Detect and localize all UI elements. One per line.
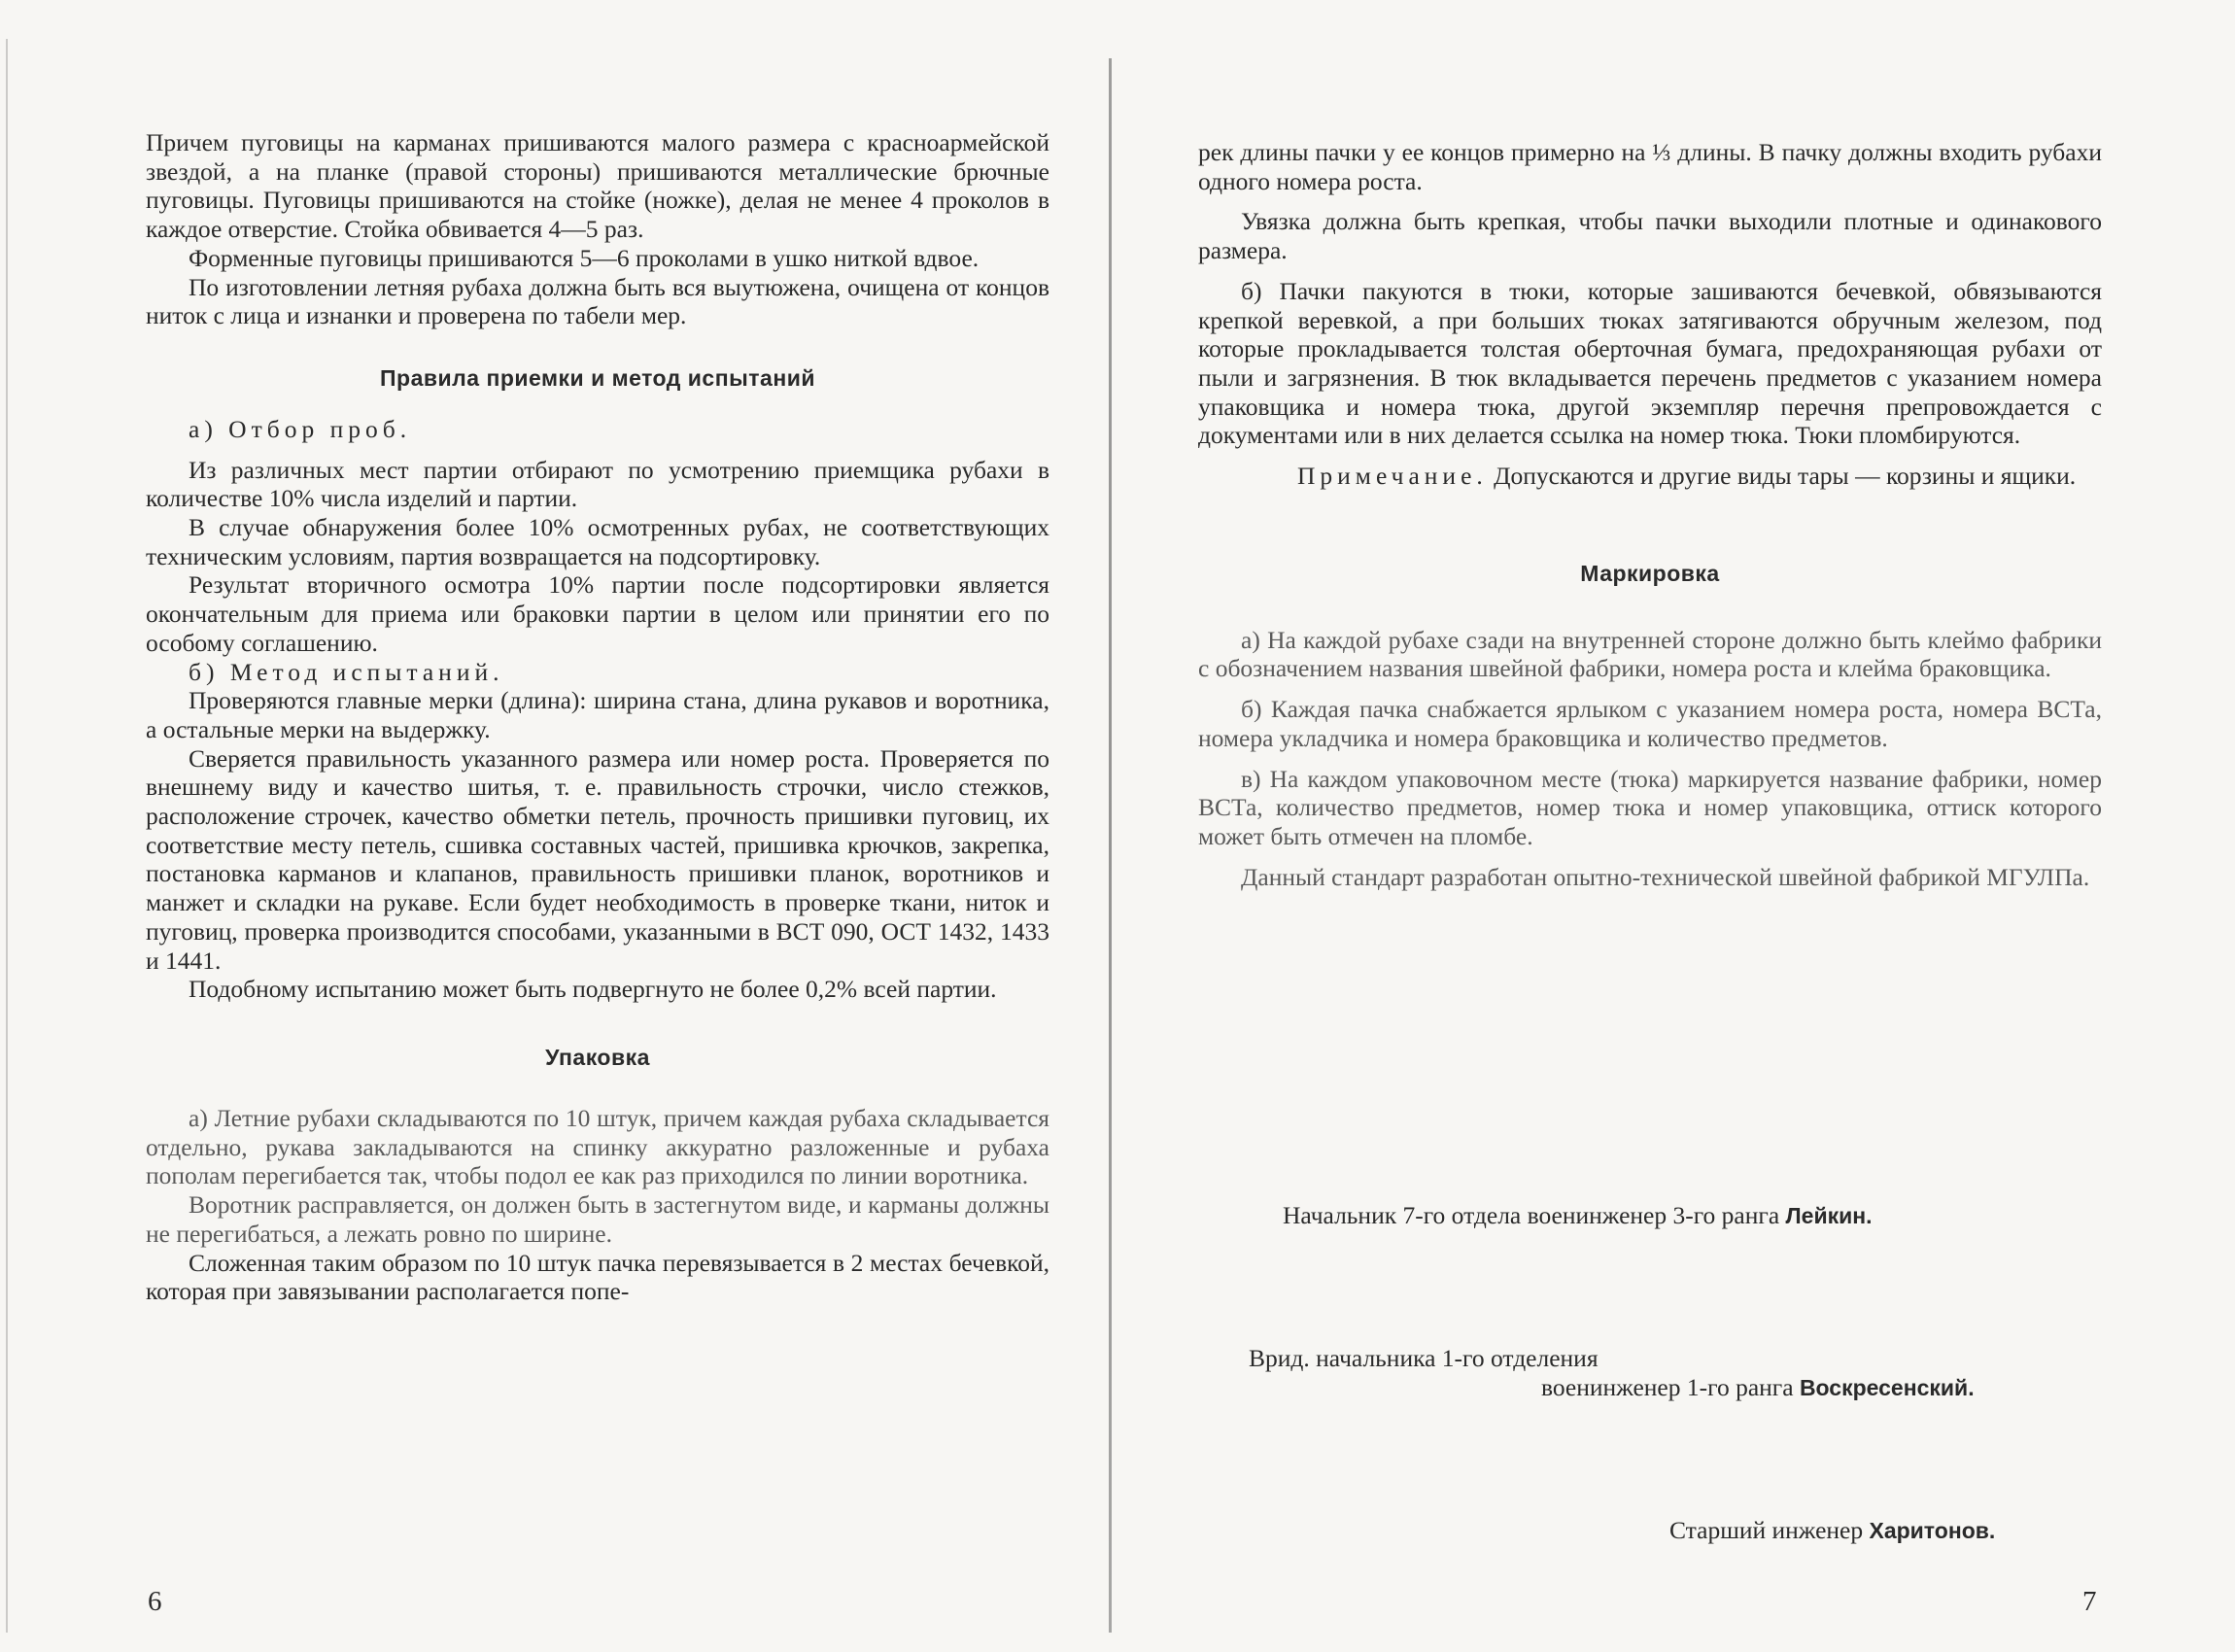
paragraph: Воротник расправляется, он должен быть в застегнутом виде, и карманы должны не перегибаться, а лежать ровно по ширине. — [146, 1190, 1049, 1248]
paragraph: Данный стандарт разработан опытно-технической швейной фабрикой МГУЛПа. — [1241, 862, 2090, 891]
left-page — [0, 0, 1108, 1652]
page-number-left: 6 — [148, 1586, 162, 1617]
signature-2-line1: Врид. начальника 1-го отделения — [1249, 1344, 1599, 1372]
book-gutter — [1109, 58, 1112, 1633]
paragraph: Проверяются главные мерки (длина): ширина стана, длина рукавов и воротника, а остальные мерки на выдержку. — [146, 686, 1049, 743]
paragraph: Увязка должна быть крепкая, чтобы пачки выходили плотные и одинакового размера. — [1198, 207, 2102, 265]
paragraph: По изготовлении летняя рубаха должна быть вся выутюжена, очищена от концов ниток с лица и изнанки и проверена по табели мер. — [146, 272, 1049, 330]
subsection-method: б) Метод испытаний. — [189, 657, 504, 686]
signature-name: Харитонов. — [1869, 1518, 1996, 1543]
paragraph: б) Каждая пачка снабжается ярлыком с указанием номера роста, номера ВСТа, номера укладчика и номера браковщика и количество предметов. — [1198, 695, 2102, 752]
signature-name: Воскресенский. — [1799, 1375, 1975, 1400]
paragraph: Подобному испытанию может быть подвергнуто не более 0,2% всей партии. — [189, 975, 997, 1004]
signature-title: Начальник 7-го отдела военинженер 3-го ранга — [1283, 1201, 1780, 1229]
signature-3 — [1669, 1516, 1995, 1545]
note-text: Допускаются и другие виды тары — корзины и ящики. — [1494, 462, 2077, 491]
signature-2-line2 — [1541, 1373, 1975, 1402]
paragraph: В случае обнаружения более 10% осмотренных рубах, не соответствующих техническим условиям, партия возвращается на подсортировку. — [146, 513, 1049, 570]
section-heading-packing: Упаковка — [545, 1044, 650, 1070]
paragraph: а) Летние рубахи складываются по 10 штук, причем каждая рубаха складывается отдельно, рукава закладываются на спинку аккуратно разложенные и рубаха пополам перегибается так, чтобы подол ее как раз приходился по линии воротника. — [146, 1103, 1049, 1190]
note — [1255, 462, 2102, 491]
paragraph: а) На каждой рубахе сзади на внутренней стороне должно быть клеймо фабрики с обозначением названия швейной фабрики, номера роста и клейма браковщика. — [1198, 625, 2102, 683]
paragraph: Форменные пуговицы пришиваются 5—6 проколами в ушко ниткой вдвое. — [189, 243, 980, 272]
paragraph: Сверяется правильность указанного размера или номер роста. Проверяется по внешнему виду и качество шитья, т. е. правильность строчки, число стежков, расположение строчек, качество обметки петель, прочность пришивки пуговиц, их соответствие месту петель, сшивка составных частей, пришивка крючков, закрепка, постановка карманов и клапанов, правильность пришивки планок, воротников и манжет и складки на рукаве. Если будет необходимость в проверке ткани, ниток и пуговиц, проверка производится способами, указанными в ВСТ 090, ОСТ 1432, 1433 и 1441. — [146, 743, 1049, 975]
signature-title: военинженер 1-го ранга — [1541, 1373, 1794, 1401]
page-number-right: 7 — [2082, 1586, 2097, 1617]
paragraph: Причем пуговицы на карманах пришиваются малого размера с красноармейской звездой, а на планке (правой стороны) пришиваются металлические брючные пуговицы. Пуговицы пришиваются на стойке (ножке), делая не менее 4 проколов в каждое отверстие. Стойка обвивается 4—5 раз. — [146, 128, 1049, 244]
right-page — [1113, 0, 2235, 1652]
signature-1 — [1283, 1201, 1873, 1230]
paragraph: Сложенная таким образом по 10 штук пачка перевязывается в 2 местах бечевкой, которая при завязывании располагается попе- — [146, 1248, 1049, 1306]
paragraph: рек длины пачки у ее концов примерно на ⅓ длины. В пачку должны входить рубахи одного номера роста. — [1198, 138, 2102, 195]
paragraph: в) На каждом упаковочном месте (тюка) маркируется название фабрики, номер ВСТа, количество предметов, номер тюка и номер упаковщика, оттиск которого может быть отмечен на пломбе. — [1198, 764, 2102, 850]
left-text-column — [146, 128, 1049, 1306]
paragraph: б) Пачки пакуются в тюки, которые зашиваются бечевкой, обвязываются крепкой веревкой, а при больших тюках затягиваются обручным железом, под которые прокладывается толстая оберточная бумага, предохраняющая рубахи от пыли и загрязнения. В тюк вкладывается перечень предметов с указанием номера упаковщика и номера тюка, другой экземпляр перечня препровождается с документами или в них делается ссылка на номер тюка. Тюки пломбируются. — [1198, 276, 2102, 450]
paragraph: Результат вторичного осмотра 10% партии после подсортировки является окончательным для приема или браковки партии в целом или принятии его по особому соглашению. — [146, 570, 1049, 657]
right-text-column — [1198, 138, 2102, 891]
section-heading-rules: Правила приемки и метод испытаний — [380, 364, 815, 391]
paragraph: Из различных мест партии отбирают по усмотрению приемщика рубахи в количестве 10% числа изделий и партии. — [146, 455, 1049, 513]
signature-title: Старший инженер — [1669, 1516, 1864, 1544]
section-heading-marking: Маркировка — [1580, 560, 1720, 586]
note-label: Примечание. — [1297, 462, 1488, 491]
subsection-sampling: а) Отбор проб. — [189, 414, 412, 443]
signature-name: Лейкин. — [1785, 1203, 1873, 1228]
